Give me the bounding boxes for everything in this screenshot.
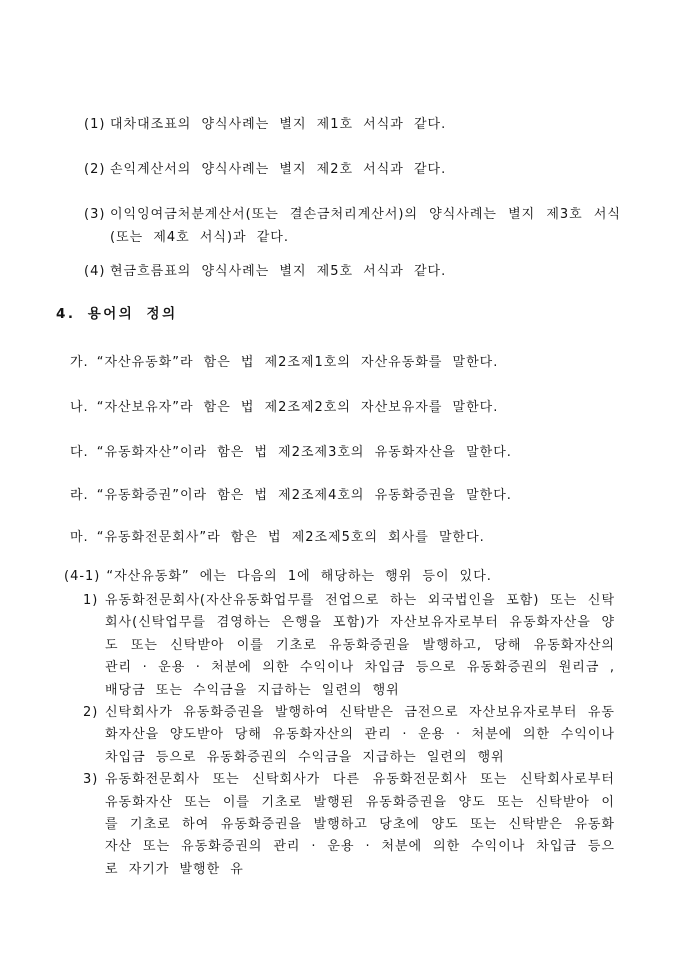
form-example-item [84,260,621,283]
definition-item [70,484,512,507]
item-text: “유동화증권”이라 함은 법 제2조제4호의 유동화증권을 말한다. [96,488,512,503]
item-text: 유동화전문회사 또는 신탁회사가 다른 유동화전문회사 또는 신탁회사로부터 유동화자산 또는 이를 기초로 발행된 유동화증권을 양도 또는 신탁받아 이를 기초로 하여 유동화증권을 발행하고 당초에 양도 또는 신탁받은 유동화자산 또는 유동화증권의 관리 · 운용 · 처분에 의한 수익이나 차입금 등으로 자기가 발행한 유 [105,772,615,877]
acts-list [83,590,615,881]
item-marker: 2) [83,705,99,721]
item-text: “유동화자산”이라 함은 법 제2조제3호의 유동화자산을 말한다. [96,445,512,460]
item-text: “자산유동화” 에는 다음의 1에 해당하는 행위 등이 있다. [106,569,492,584]
form-example-item [84,158,621,181]
form-example-item [84,203,621,249]
definition-item [70,441,512,464]
item-marker: 라. [70,488,89,503]
act-item [83,702,615,769]
section-heading: 4. 용어의 정의 [56,306,178,322]
item-text: “자산유동화”라 함은 법 제2조제1호의 자산유동화를 말한다. [96,355,499,370]
item-marker: (3) [84,207,106,222]
item-text: 손익계산서의 양식사례는 별지 제2호 서식과 같다. [110,162,447,177]
item-text: “자산보유자”라 함은 법 제2조제2호의 자산보유자를 말한다. [96,400,499,415]
item-text: “유동화전문회사”라 함은 법 제2조제5호의 회사를 말한다. [96,530,485,545]
item-marker: (2) [84,162,106,177]
item-text: 이익잉여금처분계산서(또는 결손금처리계산서)의 양식사례는 별지 제3호 서식(또는 제4호 서식)과 같다. [110,207,621,245]
item-marker: (1) [84,117,106,132]
form-example-item [84,113,621,136]
item-marker: 가. [70,355,89,370]
item-marker: 3) [83,772,99,788]
note-line [64,565,492,588]
definition-item [70,351,498,374]
act-item [83,769,615,881]
item-text: 대차대조표의 양식사례는 별지 제1호 서식과 같다. [110,117,447,132]
item-text: 유동화전문회사(자산유동화업무를 전업으로 하는 외국법인을 포함) 또는 신탁회사(신탁업무를 겸영하는 은행을 포함)가 자산보유자로부터 유동화자산을 양도 또는 신탁받아 이를 기초로 유동화증권을 발행하고, 당해 유동화자산의 관리 · 운용 · 처분에 의한 수익이나 차입금 등으로 유동화증권의 원리금 , 배당금 또는 수익금을 지급하는 일련의 행위 [105,593,615,698]
item-marker: 다. [70,445,89,460]
definition-item [70,396,498,419]
item-marker: 1) [83,593,99,608]
item-marker: 마. [70,530,89,545]
item-marker: 나. [70,400,89,415]
item-marker: (4) [84,264,106,279]
item-marker: (4-1) [64,569,101,584]
item-text: 신탁회사가 유동화증권을 발행하여 신탁받은 금전으로 자산보유자로부터 유동화자산을 양도받아 당해 유동화자산의 관리 · 운용 · 처분에 의한 수익이나 차입금 등으로 유동화증권의 수익금을 지급하는 일련의 행위 [105,705,615,765]
act-item [83,590,615,702]
definition-item [70,526,485,549]
item-text: 현금흐름표의 양식사례는 별지 제5호 서식과 같다. [110,264,447,279]
